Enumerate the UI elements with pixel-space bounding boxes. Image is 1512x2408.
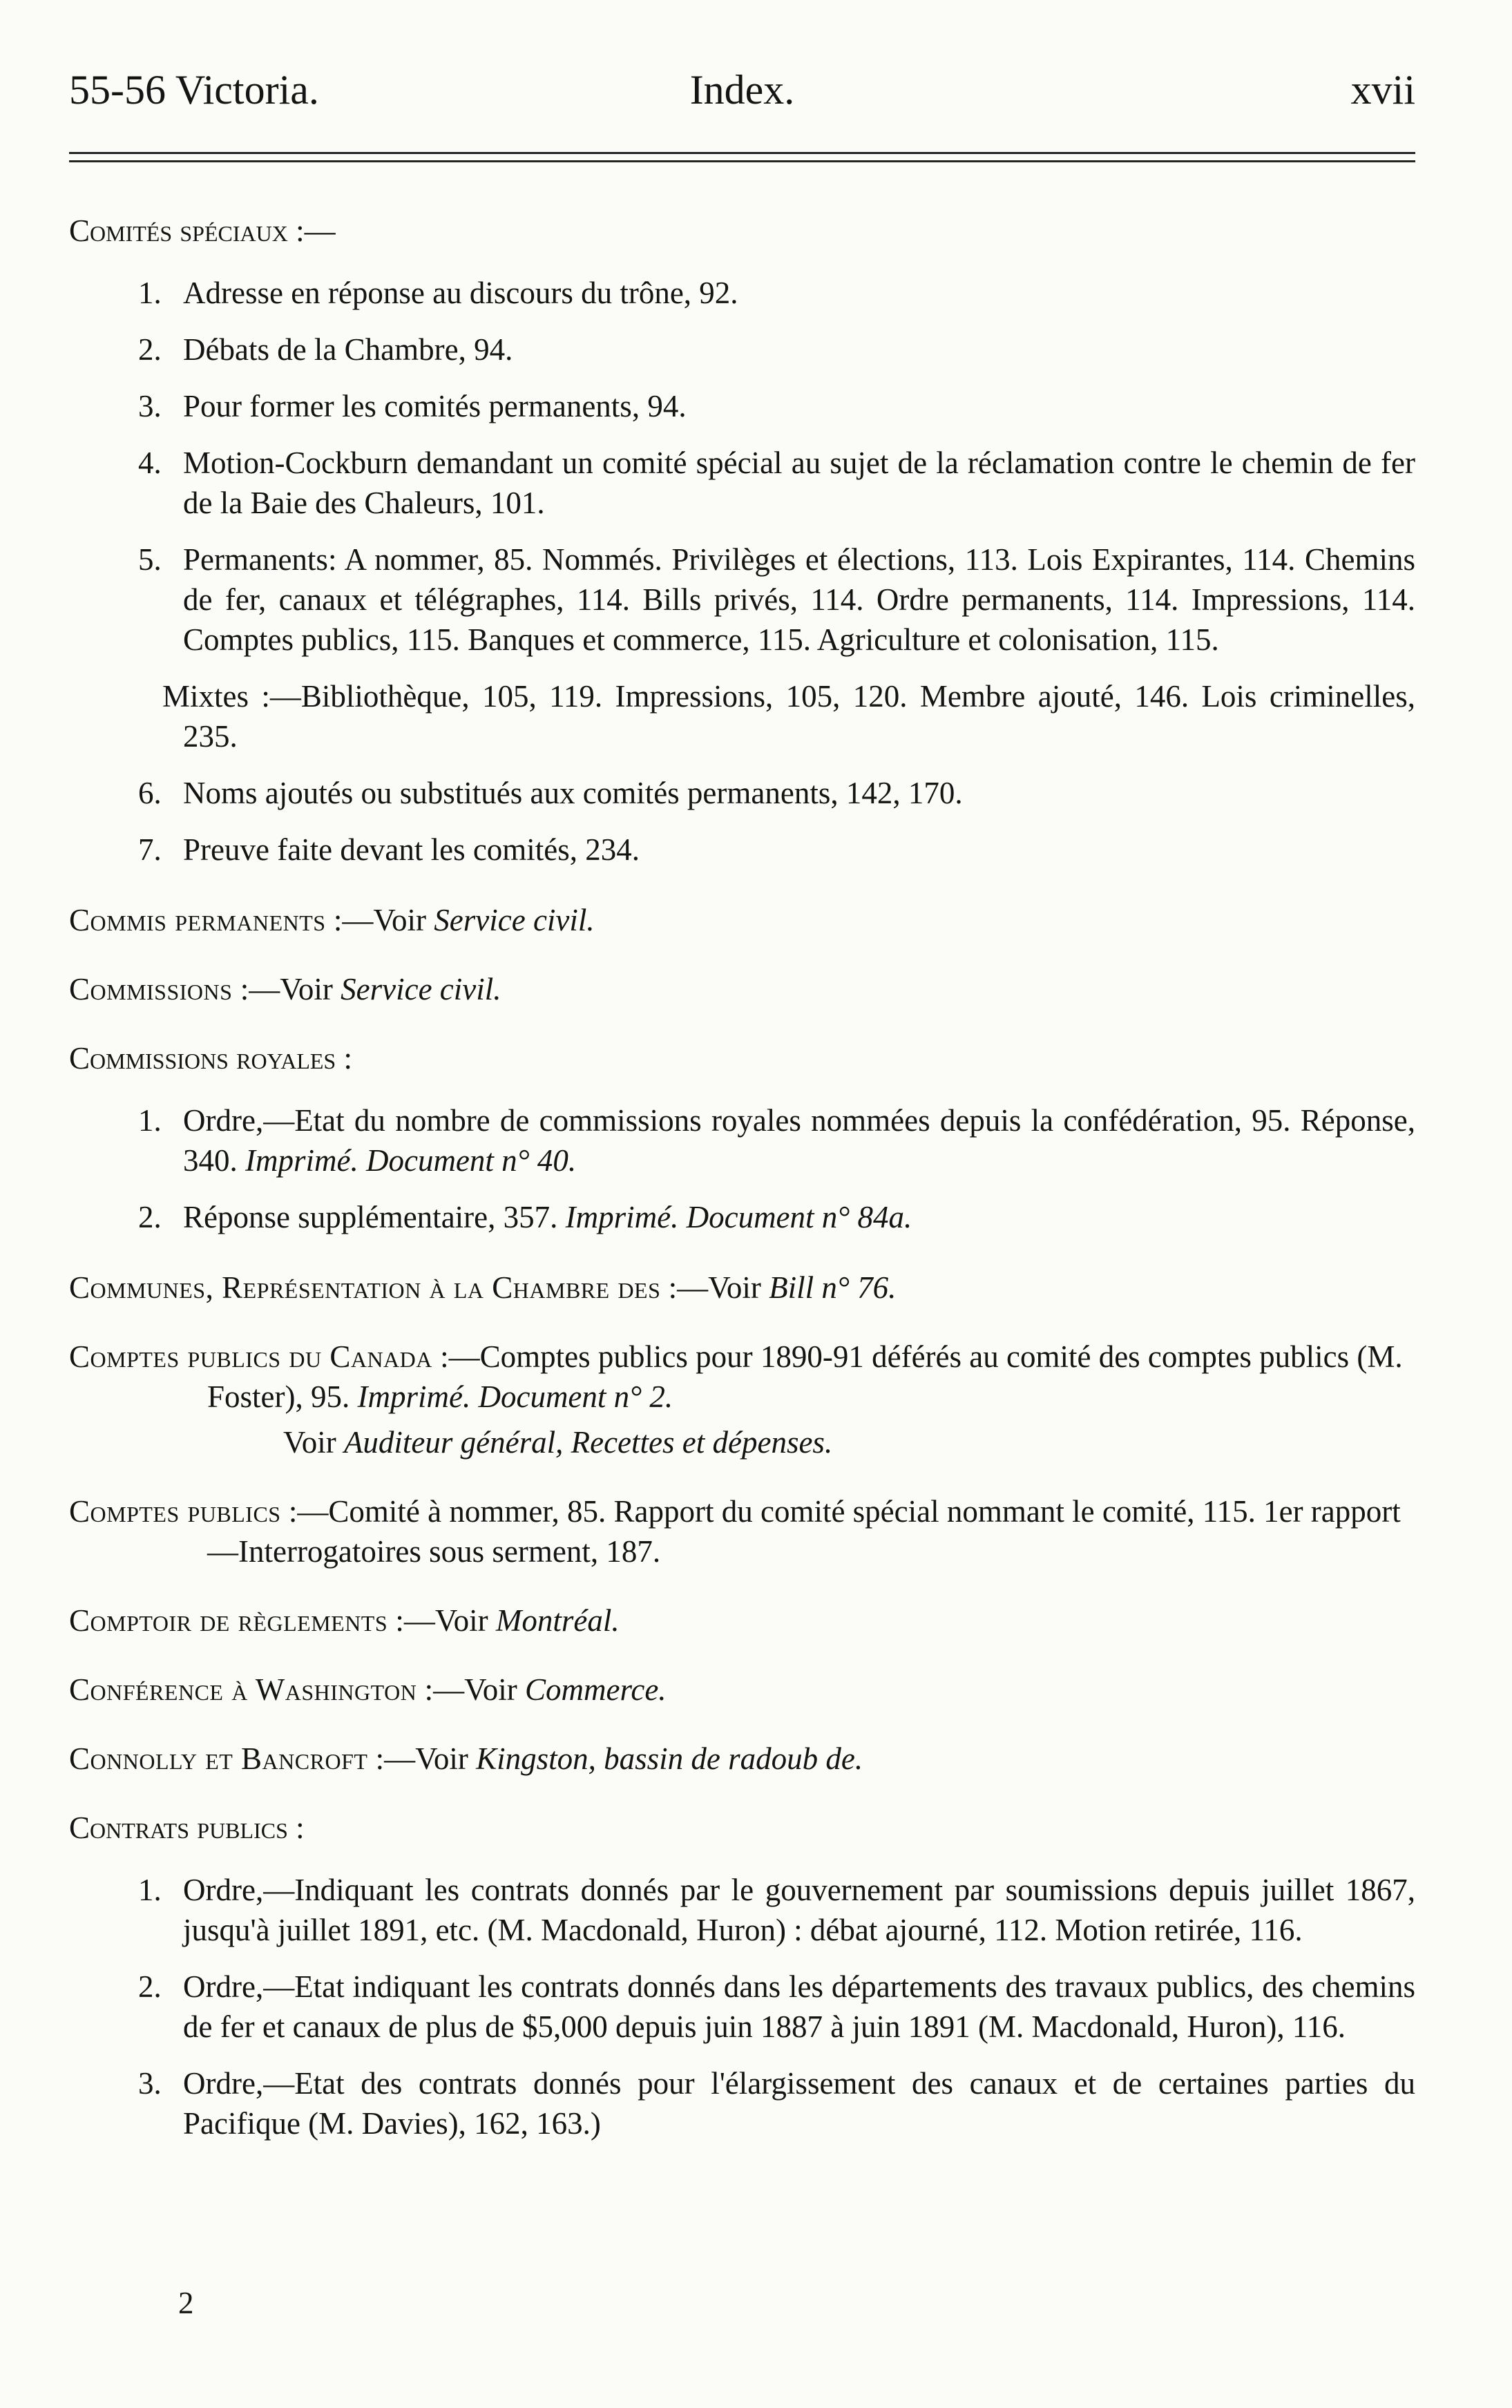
- list-item: [69, 273, 1415, 313]
- entry-text: :—Voir: [325, 903, 434, 937]
- comites-speciaux-list: [69, 273, 1415, 870]
- item-number: 1.: [138, 276, 162, 310]
- entry-commis-permanents: [69, 900, 1415, 940]
- item-number: 2.: [138, 332, 162, 367]
- commissions-royales-list: [69, 1100, 1415, 1237]
- entry-reference: Service civil.: [434, 903, 595, 937]
- item-text: Ordre,—Indiquant les contrats donnés par le gouvernement par soumissions depuis juillet 1867, jusqu'à juillet 1891, etc. (M. Macdonald, Huron) : débat ajourné, 112. Motion retirée, 116.: [183, 1873, 1415, 1947]
- list-item: [69, 1967, 1415, 2047]
- entry-text: :—Voir: [387, 1603, 496, 1638]
- item-printed-note: Imprimé.: [245, 1143, 358, 1178]
- item-text: Ordre,—Etat du nombre de commissions royales nommées depuis la confédération, 95. Réponse, 340.: [183, 1103, 1415, 1178]
- entry-head-commissions-royales: Commissions royales :: [69, 1041, 352, 1076]
- item-number: 1.: [138, 1103, 162, 1138]
- entry-communes: [69, 1268, 1415, 1308]
- entry-head-comites-speciaux: Comités spéciaux :—: [69, 213, 336, 248]
- entry-reference: Montréal.: [495, 1603, 620, 1638]
- item-number: 4.: [138, 446, 162, 480]
- entry-head: Communes, Représentation à la Chambre des: [69, 1270, 661, 1305]
- item-number: 6.: [138, 776, 162, 810]
- list-item: [69, 1100, 1415, 1181]
- entry-conference: [69, 1670, 1415, 1710]
- list-item: [69, 830, 1415, 870]
- item-text: Noms ajoutés ou substitués aux comités permanents, 142, 170.: [183, 776, 963, 810]
- item-text: Ordre,—Etat des contrats donnés pour l'élargissement des canaux et de certaines parties du Pacifique (M. Davies), 162, 163.): [183, 2066, 1415, 2141]
- entry-text: :—Comptes publics pour 1890-91 déférés au comité des comptes publics (M. Foster), 95.: [207, 1339, 1403, 1414]
- list-item: [69, 1197, 1415, 1237]
- header-page-number: xvii: [1350, 67, 1415, 113]
- entry-text: :—Comité à nommer, 85. Rapport du comité spécial nommant le comité, 115. 1er rapport—Interrogatoires sous serment, 187.: [207, 1494, 1401, 1569]
- entry-text: :—Voir: [367, 1741, 477, 1776]
- entry-document-ref: Document n° 2.: [478, 1379, 673, 1414]
- index-content: [69, 211, 1415, 2174]
- entry-text: :—Voir: [660, 1270, 769, 1305]
- signature-mark: 2: [178, 2286, 194, 2320]
- list-item: [69, 2063, 1415, 2143]
- item-text: Débats de la Chambre, 94.: [183, 332, 513, 367]
- entry-comptes-publics: [69, 1491, 1415, 1571]
- entry-head-contrats-publics: Contrats publics :: [69, 1810, 305, 1845]
- see-also-reference: Auditeur général, Recettes et dépenses.: [343, 1425, 833, 1460]
- item-number: 3.: [138, 389, 162, 423]
- entry-reference: Commerce.: [525, 1672, 667, 1707]
- contrats-publics-list: [69, 1870, 1415, 2143]
- entry-reference: Service civil.: [341, 972, 501, 1006]
- entry-head: Commis permanents: [69, 903, 326, 937]
- header-rule-bottom: [69, 160, 1415, 162]
- item-text: Pour former les comités permanents, 94.: [183, 389, 687, 423]
- item-document-ref: Document n° 40.: [365, 1143, 577, 1178]
- entry-reference: Kingston, bassin de radoub de.: [476, 1741, 863, 1776]
- header-rule-top: [69, 152, 1415, 154]
- entry-head: Comptes publics du Canada: [69, 1339, 432, 1374]
- list-item: [69, 1870, 1415, 1950]
- item-text: Permanents: A nommer, 85. Nommés. Privilèges et élections, 113. Lois Expirantes, 114. Chemins de fer, canaux et télégraphes, 114. Bills privés, 114. Ordre permanents, 114. Impressions, 114. Comptes publics, 115. Banques et commerce, 115. Agriculture et colonisation, 115.: [183, 542, 1415, 657]
- see-also-label: Voir: [283, 1425, 344, 1460]
- list-item: [69, 539, 1415, 660]
- item-number: 1.: [138, 1873, 162, 1907]
- entry-reference: Bill n° 76.: [769, 1270, 897, 1305]
- entry-head: Connolly et Bancroft: [69, 1741, 368, 1776]
- list-item: [69, 773, 1415, 813]
- entry-head: Conférence à Washington: [69, 1672, 417, 1707]
- header-title: Index.: [689, 67, 795, 113]
- item-document-ref: Document n° 84a.: [686, 1200, 912, 1234]
- entry-text: :—Voir: [232, 972, 341, 1006]
- entry-connolly: [69, 1739, 1415, 1779]
- entry-head: Comptoir de règlements: [69, 1603, 388, 1638]
- item-printed-note: Imprimé.: [565, 1200, 679, 1234]
- list-item: [69, 386, 1415, 426]
- item-text: Adresse en réponse au discours du trône, 92.: [183, 276, 738, 310]
- entry-comptes-publics-canada: [69, 1337, 1415, 1417]
- item-text: Mixtes :—Bibliothèque, 105, 119. Impressions, 105, 120. Membre ajouté, 146. Lois criminelles, 235.: [162, 679, 1415, 754]
- list-item: [69, 329, 1415, 370]
- item-text: Motion-Cockburn demandant un comité spécial au sujet de la réclamation contre le chemin de fer de la Baie des Chaleurs, 101.: [183, 446, 1415, 520]
- running-header: [69, 69, 1415, 131]
- entry-text: :—Voir: [417, 1672, 526, 1707]
- item-number: 2.: [138, 1969, 162, 2004]
- entry-comptoir: [69, 1600, 1415, 1641]
- list-item: [69, 443, 1415, 523]
- entry-printed-note: Imprimé.: [357, 1379, 471, 1414]
- item-text: Réponse supplémentaire, 357.: [183, 1200, 566, 1234]
- item-number: 7.: [138, 832, 162, 867]
- item-text: Preuve faite devant les comités, 234.: [183, 832, 640, 867]
- item-number: 2.: [138, 1200, 162, 1234]
- entry-commissions: [69, 969, 1415, 1009]
- header-volume: 55-56 Victoria.: [69, 67, 319, 113]
- item-number: 5.: [138, 542, 162, 577]
- entry-see-also: [69, 1422, 1415, 1462]
- item-number: 3.: [138, 2066, 162, 2101]
- entry-head: Comptes publics: [69, 1494, 281, 1529]
- item-text: Ordre,—Etat indiquant les contrats donnés dans les départements des travaux publics, des chemins de fer et canaux de plus de $5,000 depuis juin 1887 à juin 1891 (M. Macdonald, Huron), 116.: [183, 1969, 1415, 2044]
- list-item: [69, 676, 1415, 756]
- entry-head: Commissions: [69, 972, 233, 1006]
